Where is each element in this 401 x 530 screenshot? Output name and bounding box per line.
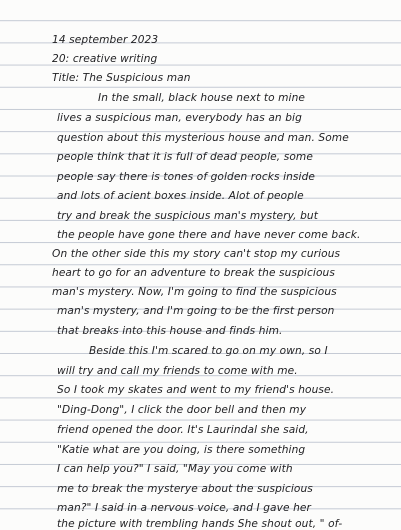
text-line: question about this mysterious house and man. Some (57, 132, 349, 144)
text-line: the picture with trembling hands She shout out, " of- (57, 518, 343, 530)
subject-line: 20: creative writing (52, 53, 158, 65)
text-line: On the other side this my story can't stop my curious (52, 248, 341, 260)
text-line: me to break the mysterye about the suspicious (57, 483, 313, 495)
title-line: Title: The Suspicious man (52, 72, 191, 84)
date-line: 14 september 2023 (52, 34, 159, 46)
text-line: I can help you?" I said, "May you come with (57, 463, 293, 475)
text-line: people think that it is full of dead people, some (57, 151, 313, 163)
text-line: So I took my skates and went to my friend's house. (57, 384, 335, 396)
text-line: friend opened the door. It's Laurindal she said, (57, 424, 309, 436)
text-line: "Ding-Dong", I click the door bell and then my (57, 404, 307, 416)
text-line: lives a suspicious man, everybody has an big (57, 112, 302, 124)
text-line: man?" I said in a nervous voice, and I gave her (57, 502, 311, 514)
text-line: man's mystery. Now, I'm going to find the suspicious (52, 286, 337, 298)
text-line: In the small, black house next to mine (98, 92, 306, 104)
text-line: will try and call my friends to come with me. (57, 365, 298, 377)
text-line: try and break the suspicious man's mystery, but (57, 210, 318, 222)
text-line: man's mystery, and I'm going to be the first person (57, 305, 335, 317)
text-line: "Katie what are you doing, is there something (57, 444, 306, 456)
text-line: Beside this I'm scared to go on my own, so I (89, 345, 328, 357)
page-margin (42, 0, 43, 530)
text-line: people say there is tones of golden rocks inside (57, 171, 316, 183)
text-line: and lots of acient boxes inside. Alot of people (57, 190, 304, 202)
text-line: the people have gone there and have never come back. (57, 229, 361, 241)
text-line: heart to go for an adventure to break the suspicious (52, 267, 335, 279)
text-line: that breaks into this house and finds him. (57, 325, 283, 337)
